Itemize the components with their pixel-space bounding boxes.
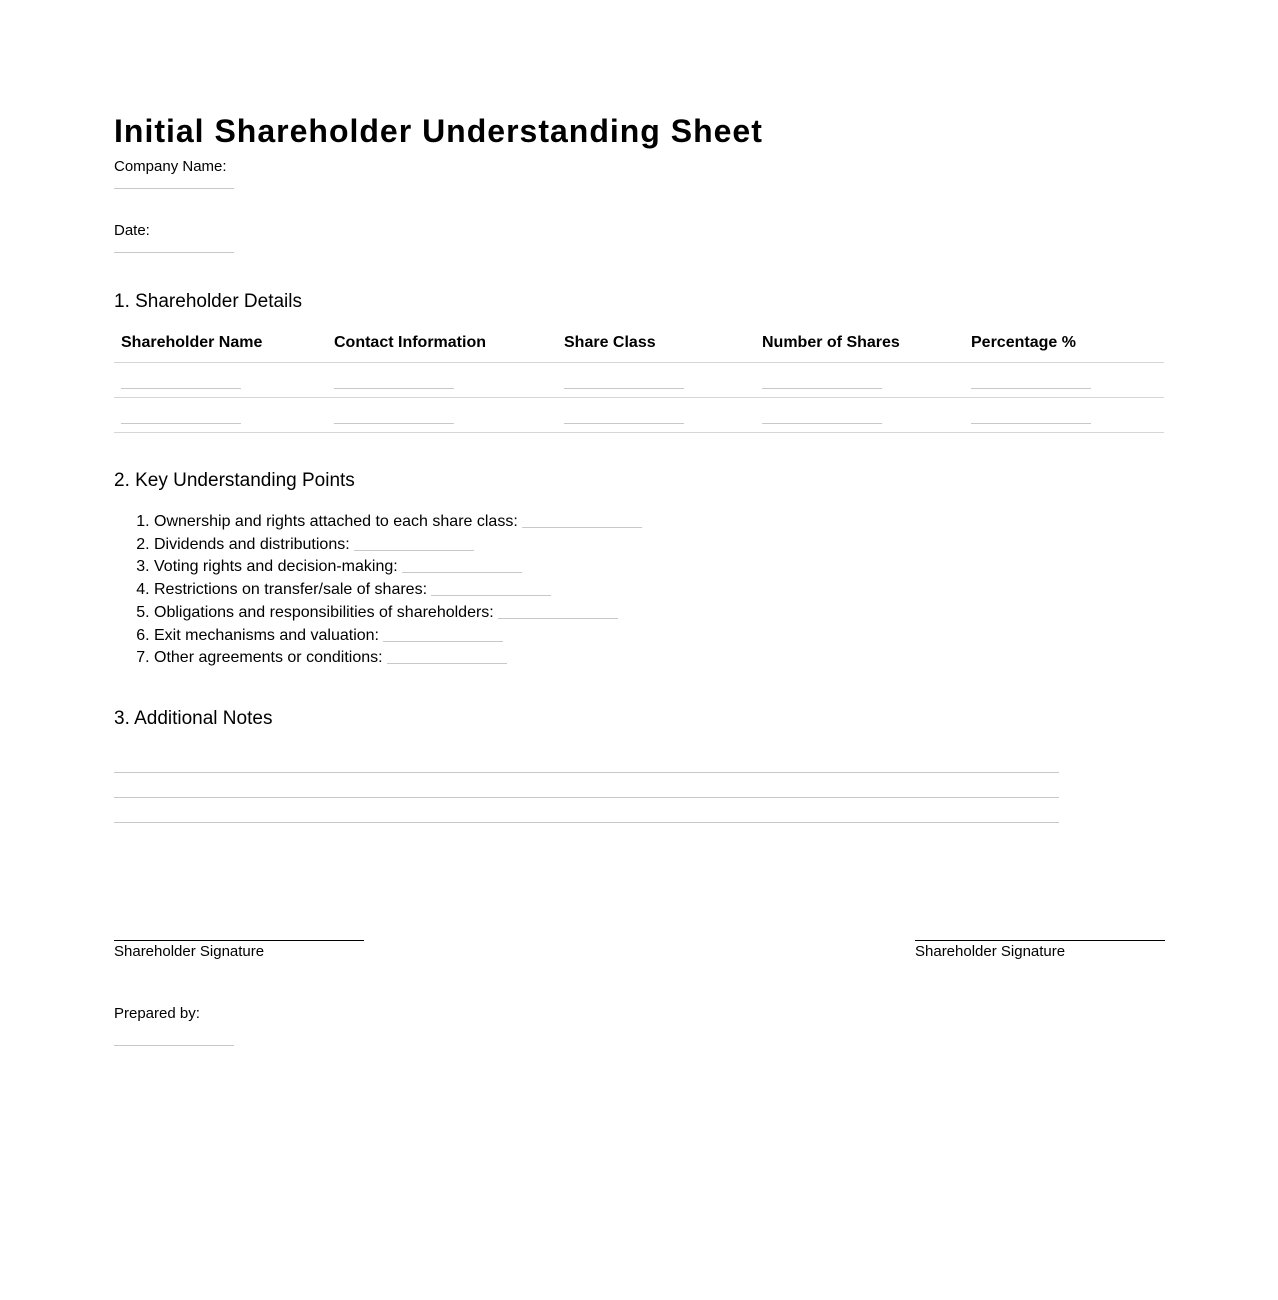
signature-label-left: Shareholder Signature <box>114 943 265 960</box>
column-header-number-of-shares: Number of Shares <box>755 324 964 363</box>
key-point-label: Dividends and distributions: <box>154 535 350 553</box>
cell-blank <box>971 388 1091 389</box>
document-title: Initial Shareholder Understanding Sheet <box>114 113 763 149</box>
signature-line-left[interactable] <box>114 940 364 941</box>
list-item <box>154 511 1164 534</box>
section-heading-key-understanding-points: 2. Key Understanding Points <box>114 470 355 491</box>
key-point-label: Restrictions on transfer/sale of shares: <box>154 581 428 599</box>
section-heading-additional-notes: 3. Additional Notes <box>114 707 273 729</box>
list-item <box>154 556 1164 579</box>
table-cell[interactable] <box>755 398 964 433</box>
column-header-contact-information: Contact Information <box>327 324 557 363</box>
table-cell[interactable] <box>327 398 557 433</box>
key-points-list <box>114 511 1164 670</box>
table-header-row <box>114 324 1164 363</box>
list-item <box>154 625 1164 648</box>
table-row <box>114 398 1164 433</box>
key-point-label: Obligations and responsibilities of shareholders: <box>154 603 494 621</box>
cell-blank <box>121 423 241 424</box>
table-row <box>114 363 1164 398</box>
cell-blank <box>564 388 684 389</box>
shareholder-table <box>114 324 1164 433</box>
table-cell[interactable] <box>114 398 327 433</box>
section-heading-shareholder-details: 1. Shareholder Details <box>114 291 302 312</box>
prepared-by-field <box>114 1004 234 1046</box>
note-line <box>114 748 1059 773</box>
column-header-shareholder-name: Shareholder Name <box>114 324 327 363</box>
key-point-label: Ownership and rights attached to each share class: <box>154 513 518 530</box>
list-item <box>154 647 1164 670</box>
key-point-blank[interactable] <box>522 527 642 528</box>
key-point-blank[interactable] <box>402 572 522 573</box>
cell-blank <box>971 423 1091 424</box>
notes-area[interactable] <box>114 748 1164 823</box>
document-content <box>114 108 1164 823</box>
cell-blank <box>334 423 454 424</box>
list-item <box>154 579 1164 602</box>
company-name-field <box>114 157 1164 189</box>
table-cell[interactable] <box>327 363 557 398</box>
key-point-blank[interactable] <box>354 550 474 551</box>
table-cell[interactable] <box>964 398 1164 433</box>
key-point-blank[interactable] <box>387 663 507 664</box>
prepared-by-label: Prepared by: <box>114 1005 200 1022</box>
list-item <box>154 602 1164 625</box>
column-header-share-class: Share Class <box>557 324 755 363</box>
key-point-label: Exit mechanisms and valuation: <box>154 626 379 644</box>
list-item <box>154 534 1164 557</box>
signature-label-right: Shareholder Signature <box>915 943 1066 960</box>
date-label: Date: <box>114 222 150 239</box>
note-line <box>114 773 1059 798</box>
table-cell[interactable] <box>755 363 964 398</box>
cell-blank <box>762 388 882 389</box>
date-blank[interactable] <box>114 252 234 253</box>
key-point-blank[interactable] <box>431 595 551 596</box>
company-name-label: Company Name: <box>114 158 227 175</box>
cell-blank <box>762 423 882 424</box>
key-point-blank[interactable] <box>498 618 618 619</box>
key-point-blank[interactable] <box>383 641 503 642</box>
column-header-percentage: Percentage % <box>964 324 1164 363</box>
cell-blank <box>564 423 684 424</box>
key-point-label: Voting rights and decision-making: <box>154 558 398 576</box>
note-line <box>114 798 1059 823</box>
signature-block-right <box>915 940 1165 962</box>
key-point-label: Other agreements or conditions: <box>154 649 383 667</box>
cell-blank <box>121 388 241 389</box>
table-cell[interactable] <box>557 398 755 433</box>
signature-line-right[interactable] <box>915 940 1165 941</box>
company-name-blank[interactable] <box>114 188 234 189</box>
table-cell[interactable] <box>964 363 1164 398</box>
cell-blank <box>334 388 454 389</box>
table-cell[interactable] <box>114 363 327 398</box>
prepared-by-blank[interactable] <box>114 1045 234 1046</box>
table-cell[interactable] <box>557 363 755 398</box>
date-field <box>114 221 1164 253</box>
signature-block-left <box>114 940 364 962</box>
